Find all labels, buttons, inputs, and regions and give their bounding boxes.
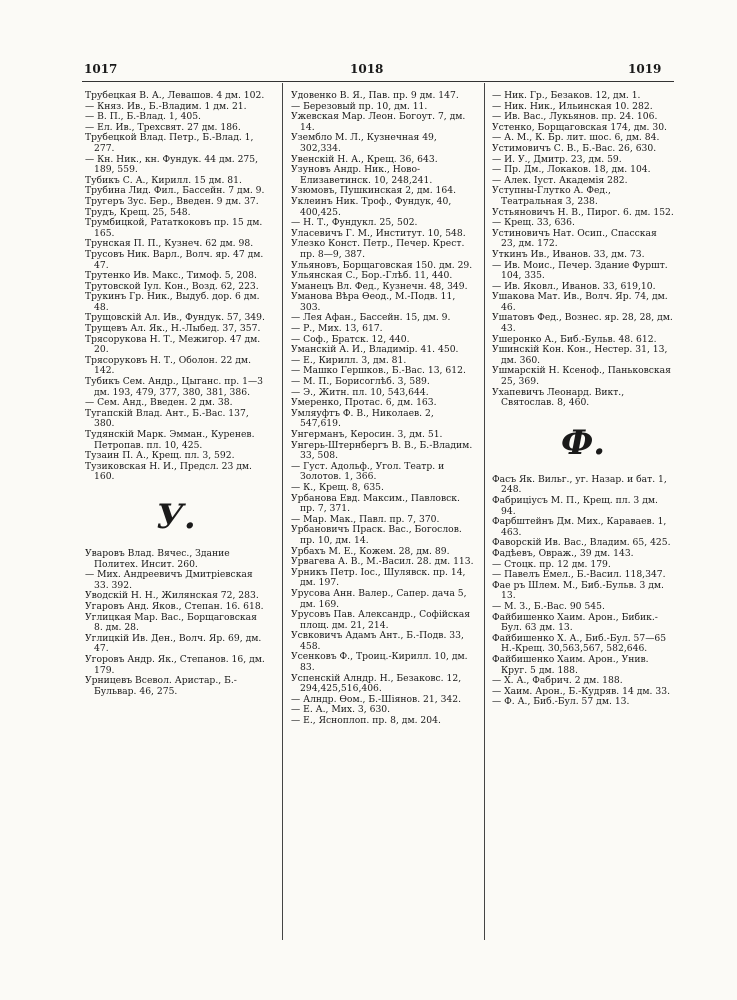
column-2 xyxy=(291,91,477,727)
directory-entry: — Алек. Іуст. Академія 282. xyxy=(492,174,628,186)
directory-entry: Увенскiй Н. А., Крещ. 36, 643. xyxy=(291,153,438,165)
directory-entry: Ушинскiй Кон. Кон., Нестер. 31, 13, дм. 360. xyxy=(492,344,668,366)
directory-entry: Тубикъ Сем. Андр., Цыганс. пр. 1—3 дм. 193, 479, 377, 380, 381, 386. xyxy=(85,376,263,398)
directory-entry: Фадѣевъ, Овраж., 39 дм. 143. xyxy=(492,547,634,559)
section-letter-f: Ф. xyxy=(560,422,606,463)
directory-entry: Урбахъ М. Е., Кожем. 28, дм. 89. xyxy=(291,545,450,557)
directory-entry: Умляуфтъ Ф. В., Николаев. 2, 547,619. xyxy=(291,407,434,430)
directory-entry: Узембло М. Л., Кузнечная 49, 302,334. xyxy=(291,132,437,154)
directory-entry: Урбановичъ Праск. Вас., Богослов. пр. 10, дм. 14. xyxy=(291,524,462,546)
directory-entry: Трубецкой Влад. Петр., Б.-Влад. 1, 277. xyxy=(85,132,254,154)
directory-entry: Ужевская Мар. Леон. Богоут. 7, дм. 14. xyxy=(291,111,466,133)
directory-entry: Тубикъ С. А., Кирилл. 15 дм. 81. xyxy=(85,174,242,186)
directory-entry: Трясоруковъ Н. Т., Оболон. 22 дм. 142. xyxy=(85,354,251,377)
directory-entry: Фаворскiй Ив. Вас., Владим. 65, 425. xyxy=(492,537,671,549)
directory-entry: Трубина Лид. Фил., Бассейн. 7 дм. 9. xyxy=(85,185,265,197)
directory-entry: Ушеронко А., Биб.-Бульв. 48. 612. xyxy=(492,333,657,345)
directory-entry: Файбишенко Х. А., Биб.-Бул. 57—65 Н.-Крещ. 30,563,567, 582,646. xyxy=(492,632,667,655)
column-3 xyxy=(492,91,674,708)
directory-entry: — Соф., Братск. 12, 440. xyxy=(291,333,410,345)
directory-entry: — В. П., Б.-Влад. 1, 405. xyxy=(85,111,201,123)
directory-entry: Файбишенко Хаим. Арон., Унив. Круг. 5 дм. 188. xyxy=(492,653,649,676)
directory-entry: Урникъ Петр. Іос., Шулявск. пр. 14, дм. 197. xyxy=(291,566,466,589)
directory-entry: Ухапевичъ Леонард. Викт., Святослав. 8, 460. xyxy=(492,386,625,409)
directory-entry: Уманова Вѣра Ѳеод., М.-Подв. 11, 303. xyxy=(291,291,456,313)
directory-entry: — Ив. Вас., Лукьянов. пр. 24. 106. xyxy=(492,111,658,123)
directory-entry: — М. П., Борисоглѣб. 3, 589. xyxy=(291,376,430,388)
directory-entry: Тузиковская Н. И., Предсл. 23 дм. 160. xyxy=(85,460,252,483)
directory-entry: Успенскiй Алндр. Н., Безаковс. 12, 294,425,516,406. xyxy=(291,672,462,695)
directory-entry: — Кн. Ник., кн. Фундук. 44 дм. 275, 189, 559. xyxy=(85,153,259,176)
page-number-right: 1019 xyxy=(628,62,662,76)
directory-entry: Фасъ Як. Вильг., уг. Назар. и бат. 1, 248. xyxy=(492,473,667,496)
directory-entry: Уманскiй А. И., Владимiр. 41. 450. xyxy=(291,344,459,356)
directory-entry: — Ив. Яковл., Иванов. 33, 619,10. xyxy=(492,280,656,292)
directory-entry: — Н. Т., Фундукл. 25, 502. xyxy=(291,217,418,229)
directory-entry: Тугапскiй Влад. Ант., Б.-Вас. 137, 380. xyxy=(85,407,249,430)
directory-entry: — Машко Гершков., Б.-Вас. 13, 612. xyxy=(291,365,466,377)
column-divider-2 xyxy=(484,83,485,940)
directory-entry: Устиновичъ Нат. Осип., Спасская 23, дм. 172. xyxy=(492,227,657,250)
directory-entry: Углицкая Мар. Вас., Борщаговская 8. дм. 28. xyxy=(85,611,257,634)
directory-entry: Тругеръ Зус. Бер., Введен. 9 дм. 37. xyxy=(85,195,259,207)
directory-entry: — Павелъ Емел., Б.-Васил. 118,347. xyxy=(492,569,666,581)
directory-entry: — Ник. Ник., Ильинская 10. 282. xyxy=(492,100,653,112)
directory-entry: Уласевичъ Г. М., Институт. 10, 548. xyxy=(291,227,466,239)
directory-entry: Уклеинъ Ник. Троф., Фундук, 40, 400,425. xyxy=(291,195,452,218)
directory-entry: Тудянскiй Марк. Эмман., Куренев. Петропав. пл. 10, 425. xyxy=(85,429,255,451)
directory-entry: Фарбштейнъ Дм. Мих., Караваев. 1, 463. xyxy=(492,516,667,538)
directory-entry: Устьяновичъ Н. В., Пирог. 6. дм. 152. xyxy=(492,206,674,218)
directory-entry: — Алндр. Ѳом., Б.-Шiянов. 21, 342. xyxy=(291,693,462,705)
directory-entry: — Княз. Ив., Б.-Владим. 1 дм. 21. xyxy=(85,100,247,112)
directory-entry: Урусовъ Пав. Александр., Софiйская площ. дм. 21, 214. xyxy=(291,609,471,631)
directory-entry: Трущовскiй Ал. Ив., Фундук. 57, 349. xyxy=(85,312,265,324)
page-number-left: 1017 xyxy=(84,62,118,76)
directory-entry: Ульяновъ, Борщаговская 150. дм. 29. xyxy=(291,259,473,271)
directory-entry: Ушакова Мат. Ив., Волч. Яр. 74, дм. 46. xyxy=(492,291,668,313)
directory-entry: Ушмарскiй Н. Ксеноф., Паньковская 25, 369. xyxy=(492,365,671,388)
directory-entry: — Пр. Дм., Локаков. 18, дм. 104. xyxy=(492,164,651,176)
directory-entry: Угаровъ Анд. Яков., Степан. 16. 618. xyxy=(85,600,264,612)
directory-entry: Устимовичъ С. В., Б.-Вас. 26, 630. xyxy=(492,142,657,154)
directory-entry: — Хаим. Арон., Б.-Кудряв. 14 дм. 33. xyxy=(492,685,670,697)
directory-entry: Уманецъ Вл. Фед., Кузнечн. 48, 349. xyxy=(291,280,468,292)
column-1-entries-u xyxy=(85,549,267,697)
directory-entry: Ульянская С., Бор.-Глѣб. 11, 440. xyxy=(291,270,453,282)
directory-entry: — Ив. Моис., Печер. Здание Фуршт. 104, 335. xyxy=(492,259,668,282)
column-1 xyxy=(85,91,267,697)
directory-entry: Урницевъ Всевол. Аристар., Б.-Бульвар. 46, 275. xyxy=(85,675,237,697)
directory-entry: Удовенко В. Я., Пав. пр. 9 дм. 147. xyxy=(291,90,459,101)
directory-entry: Усвковичъ Адамъ Ант., Б.-Подв. 33, 458. xyxy=(291,630,464,652)
directory-entry: Углицкiй Ив. Ден., Волч. Яр. 69, дм. 47. xyxy=(85,632,262,655)
directory-entry: — И. У., Дмитр. 23, дм. 59. xyxy=(492,153,622,165)
directory-entry: Умеренко, Протас. 6, дм. 163. xyxy=(291,397,437,409)
directory-entry: Трукинъ Гр. Ник., Выдуб. дор. 6 дм. 48. xyxy=(85,291,260,313)
directory-entry: Уводскiй Н. Н., Жилянская 72, 283. xyxy=(85,590,259,602)
section-letter-u: У. xyxy=(156,496,196,537)
directory-entry: Файбишенко Хаим. Арон., Бибик.-Бул. 63 дм. 13. xyxy=(492,611,658,634)
directory-entry: Устенко, Борщаговская 174, дм. 30. xyxy=(492,121,667,133)
directory-entry: — Густ. Адольф., Угол. Театр. и Золотов. 1, 366. xyxy=(291,460,445,483)
directory-entry: — Крещ. 33, 636. xyxy=(492,217,575,229)
directory-entry: Уваровъ Влад. Вячес., Здание Политех. Инсит. 260. xyxy=(85,547,230,570)
column-3-entries-f xyxy=(492,475,674,708)
directory-entry: Узюмовъ, Пушкинская 2, дм. 164. xyxy=(291,185,457,197)
directory-entry: — К., Крещ. 8, 635. xyxy=(291,481,384,493)
directory-entry: Трутовской Іул. Кон., Возд. 62, 223. xyxy=(85,280,259,292)
directory-entry: Уткинъ Ив., Иванов. 33, дм. 73. xyxy=(492,248,645,260)
directory-entry: Трутенко Ив. Макс., Тимоф. 5, 208. xyxy=(85,270,257,282)
column-1-entries xyxy=(85,91,267,483)
directory-entry: Улезко Конст. Петр., Печер. Крест. пр. 8—9, 387. xyxy=(291,238,465,260)
directory-entry: — Мих. Андреевичъ Дмитрiевская 33. 392. xyxy=(85,569,253,591)
header-rule xyxy=(82,81,674,82)
directory-entry: — А. М., К. Бр. лит. шос. 6, дм. 84. xyxy=(492,132,660,144)
directory-entry: — Р., Мих. 13, 617. xyxy=(291,323,383,335)
directory-entry: — Е., Ясноплоп. пр. 8, дм. 204. xyxy=(291,715,441,727)
column-divider-1 xyxy=(282,83,283,940)
page-number-center: 1018 xyxy=(350,62,384,76)
directory-entry: Трубецкая В. А., Левашов. 4 дм. 102. xyxy=(85,90,265,101)
directory-entry: — Е. А., Мих. 3, 630. xyxy=(291,704,391,716)
directory-entry: Трумбицкой, Рататкоковъ пр. 15 дм. 165. xyxy=(85,217,263,239)
directory-entry: — Ник. Гр., Безаков. 12, дм. 1. xyxy=(492,90,641,101)
directory-entry: Фае ръ Шлем. М., Биб.-Бульв. 3 дм. 13. xyxy=(492,579,664,602)
directory-entry: — Ел. Ив., Трехсвят. 27 дм. 186. xyxy=(85,121,241,133)
directory-entry: — Ф. А., Биб.-Бул. 57 дм. 13. xyxy=(492,696,630,708)
directory-entry: Трущевъ Ал. Як., Н.-Лыбед. 37, 357. xyxy=(85,323,261,335)
directory-entry: — Е., Кирилл. 3, дм. 81. xyxy=(291,354,407,366)
directory-entry: — М. З., Б.-Вас. 90 545. xyxy=(492,600,605,612)
directory-entry: Трусовъ Ник. Варл., Волч. яр. 47 дм. 47. xyxy=(85,248,264,271)
directory-entry: Узуновъ Андр. Ник., Ново-Елизаветинск. 10, 248,241. xyxy=(291,164,433,186)
column-3-entries xyxy=(492,91,674,409)
directory-entry: Уступны-Глутко А. Фед., Театральная 3, 238. xyxy=(492,185,611,207)
directory-entry: — Стоцк. пр. 12 дм. 179. xyxy=(492,558,611,570)
directory-entry: Угоровъ Андр. Як., Степанов. 16, дм. 179. xyxy=(85,653,265,676)
directory-entry: Трунская П. П., Кузнеч. 62 дм. 98. xyxy=(85,238,254,250)
directory-entry: Трясорукова Н. Т., Межигор. 47 дм. 20. xyxy=(85,333,261,356)
directory-entry: Урусова Анн. Валер., Сапер. дача 5, дм. 169. xyxy=(291,587,467,610)
directory-entry: — Березовый пр. 10, дм. 11. xyxy=(291,100,428,112)
directory-entry: Фабрицiусъ М. П., Крещ. пл. 3 дм. 94. xyxy=(492,495,658,517)
directory-entry: — Э., Житн. пл. 10, 543,644. xyxy=(291,386,429,398)
directory-entry: Тузаин П. А., Крещ. пл. 3, 592. xyxy=(85,450,235,462)
directory-entry: Усенковъ Ф., Троиц.-Кирилл. 10, дм. 83. xyxy=(291,651,468,674)
directory-entry: Унгерманъ, Керосин. 3, дм. 51. xyxy=(291,429,443,440)
directory-entry: — Х. А., Фабрич. 2 дм. 188. xyxy=(492,675,623,687)
directory-entry: Урбанова Евд. Максим., Павловск. пр. 7, 371. xyxy=(291,492,460,515)
directory-entry: — Сем. Анд., Введен. 2 дм. 38. xyxy=(85,397,233,409)
directory-entry: Ушатовъ Фед., Вознес. яр. 28, 28, дм. 43. xyxy=(492,312,673,335)
directory-entry: — Мар. Мак., Павл. пр. 7, 370. xyxy=(291,513,440,525)
directory-entry: Унгерь-Штернбергъ В. В., Б.-Владим. 33, 508. xyxy=(291,439,473,462)
directory-entry: Трудъ, Крещ. 25, 548. xyxy=(85,206,191,218)
directory-entry: Урвагева А. В., М.-Васил. 28. дм. 113. xyxy=(291,556,474,568)
directory-entry: — Лея Афан., Бассейн. 15, дм. 9. xyxy=(291,312,451,324)
